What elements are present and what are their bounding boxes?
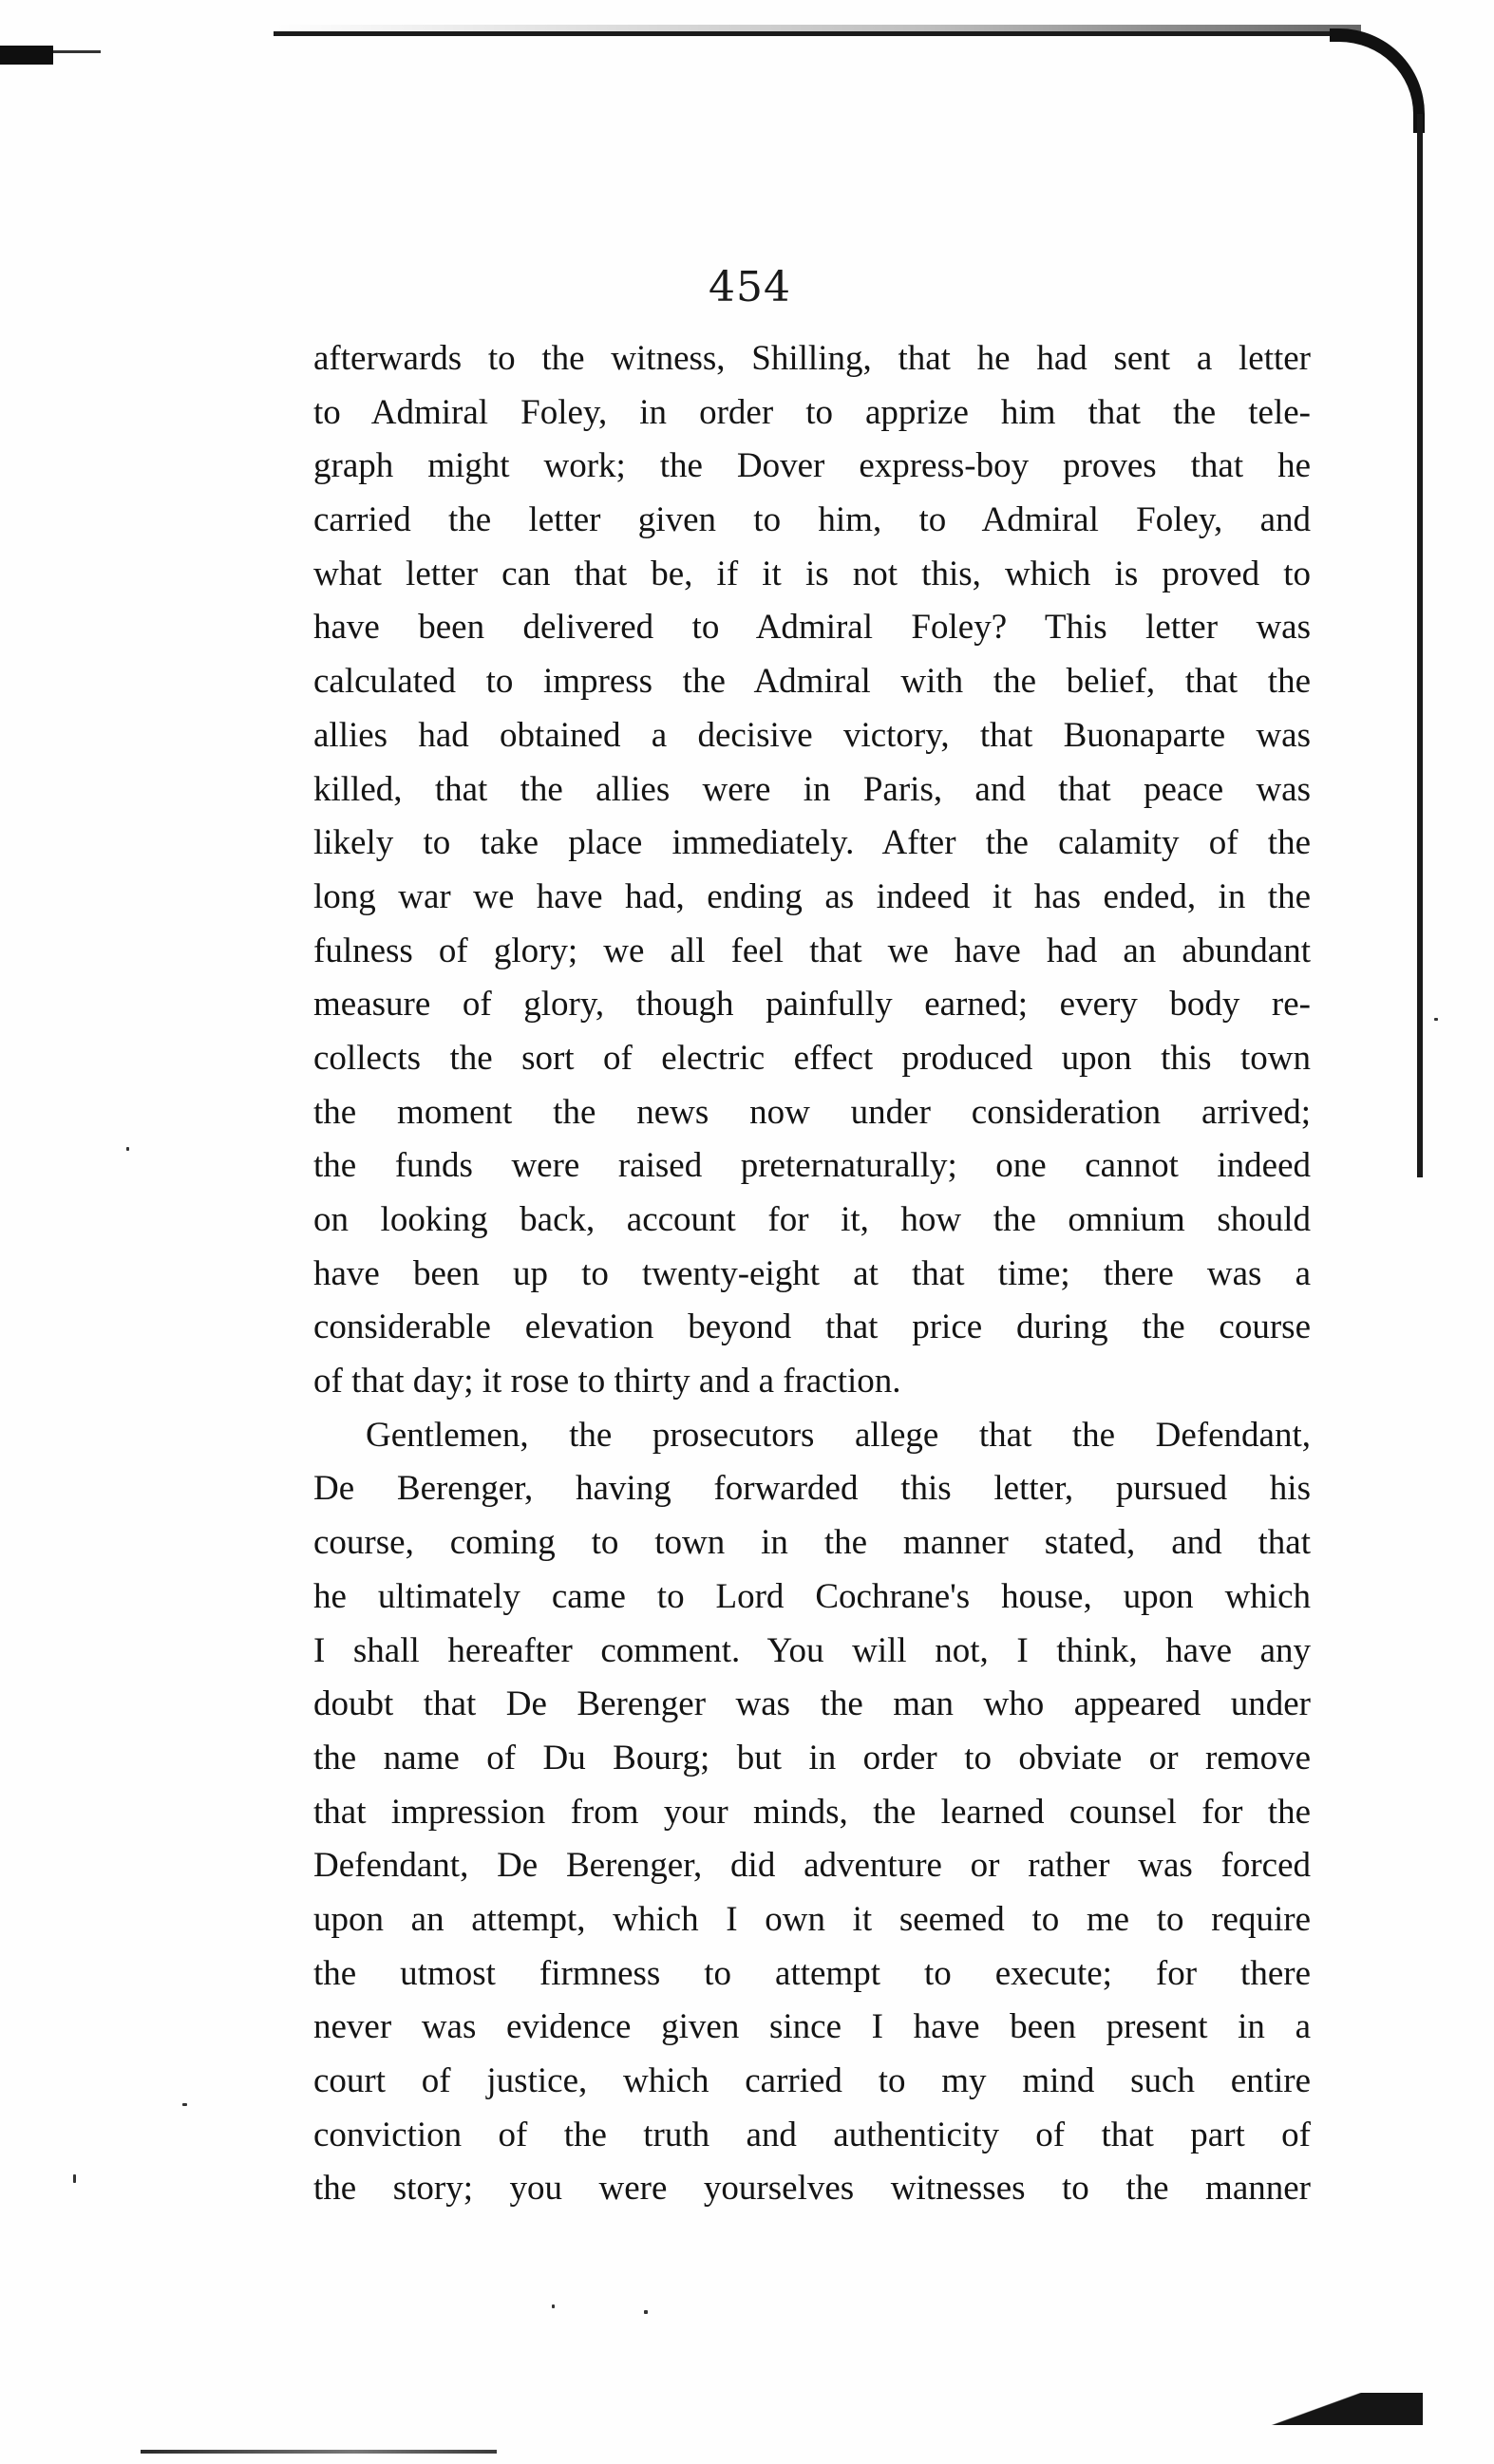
text-line: of that day; it rose to thirty and a fraction. [313,1362,901,1401]
text-line: the story; you were yourselves witnesses to the manner [313,2169,1311,2209]
ink-speck [73,2174,76,2183]
page-number: 454 [709,263,791,311]
left-binding-line [53,50,101,53]
text-line: doubt that De Berenger was the man who appeared under [313,1684,1311,1724]
top-edge-rule [274,31,1347,36]
text-line: have been up to twenty-eight at that time; there was a [313,1253,1311,1293]
text-line: that impression from your minds, the learned counsel for the [313,1792,1311,1832]
text-line: long war we have had, ending as indeed it has ended, in the [313,876,1311,916]
bottom-edge-rule [141,2450,497,2454]
text-line: never was evidence given since I have been present in a [313,2007,1311,2047]
text-line: course, coming to town in the manner stated, and that [313,1523,1311,1563]
text-line: to Admiral Foley, in order to apprize him that the tele- [313,392,1311,432]
text-line: court of justice, which carried to my mind such entire [313,2061,1311,2100]
ink-speck [182,2103,187,2106]
text-line: measure of glory, though painfully earned; every body re- [313,985,1311,1025]
text-line: carried the letter given to him, to Admiral Foley, and [313,500,1311,540]
text-line: fulness of glory; we all feel that we have had an abundant [313,931,1311,970]
ink-speck [644,2310,648,2314]
text-line: conviction of the truth and authenticity of that part of [313,2115,1311,2154]
text-line: upon an attempt, which I own it seemed to me to require [313,1899,1311,1939]
text-line: allies had obtained a decisive victory, that Buonaparte was [313,715,1311,755]
text-line: the moment the news now under consideration arrived; [313,1092,1311,1132]
text-line: considerable elevation beyond that price during the course [313,1307,1311,1347]
page-corner-curl [1330,28,1425,133]
body-text [313,332,1311,2216]
text-line: the funds were raised preternaturally; one cannot indeed [313,1146,1311,1186]
ink-speck [552,2304,555,2308]
text-line: what letter can that be, if it is not this, which is proved to [313,554,1311,593]
text-line: collects the sort of electric effect produced upon this town [313,1038,1311,1078]
ink-speck [126,1147,129,1151]
text-line: the name of Du Bourg; but in order to obviate or remove [313,1738,1311,1777]
ink-speck [1434,1018,1438,1021]
text-line: Gentlemen, the prosecutors allege that the Defendant, [366,1415,1311,1455]
text-line: likely to take place immediately. After the calamity of the [313,823,1311,863]
paragraph-2 [313,1409,1311,2216]
text-line: on looking back, account for it, how the omnium should [313,1200,1311,1239]
text-line: killed, that the allies were in Paris, and that peace was [313,769,1311,809]
left-binding-mark [0,46,53,65]
text-line: I shall hereafter comment. You will not, I think, have any [313,1630,1311,1670]
text-line: afterwards to the witness, Shilling, that he had sent a letter [313,339,1311,378]
text-line: De Berenger, having forwarded this letter, pursued his [313,1469,1311,1509]
text-line: he ultimately came to Lord Cochrane's house, upon which [313,1576,1311,1616]
text-line: the utmost firmness to attempt to execute; for there [313,1953,1311,1993]
bottom-edge-shadow [1235,2393,1423,2425]
text-line: Defendant, De Berenger, did adventure or rather was forced [313,1846,1311,1886]
paragraph-1 [313,332,1311,1409]
text-line: graph might work; the Dover express-boy proves that he [313,446,1311,486]
text-line: calculated to impress the Admiral with the belief, that the [313,662,1311,702]
text-line: have been delivered to Admiral Foley? This letter was [313,608,1311,648]
